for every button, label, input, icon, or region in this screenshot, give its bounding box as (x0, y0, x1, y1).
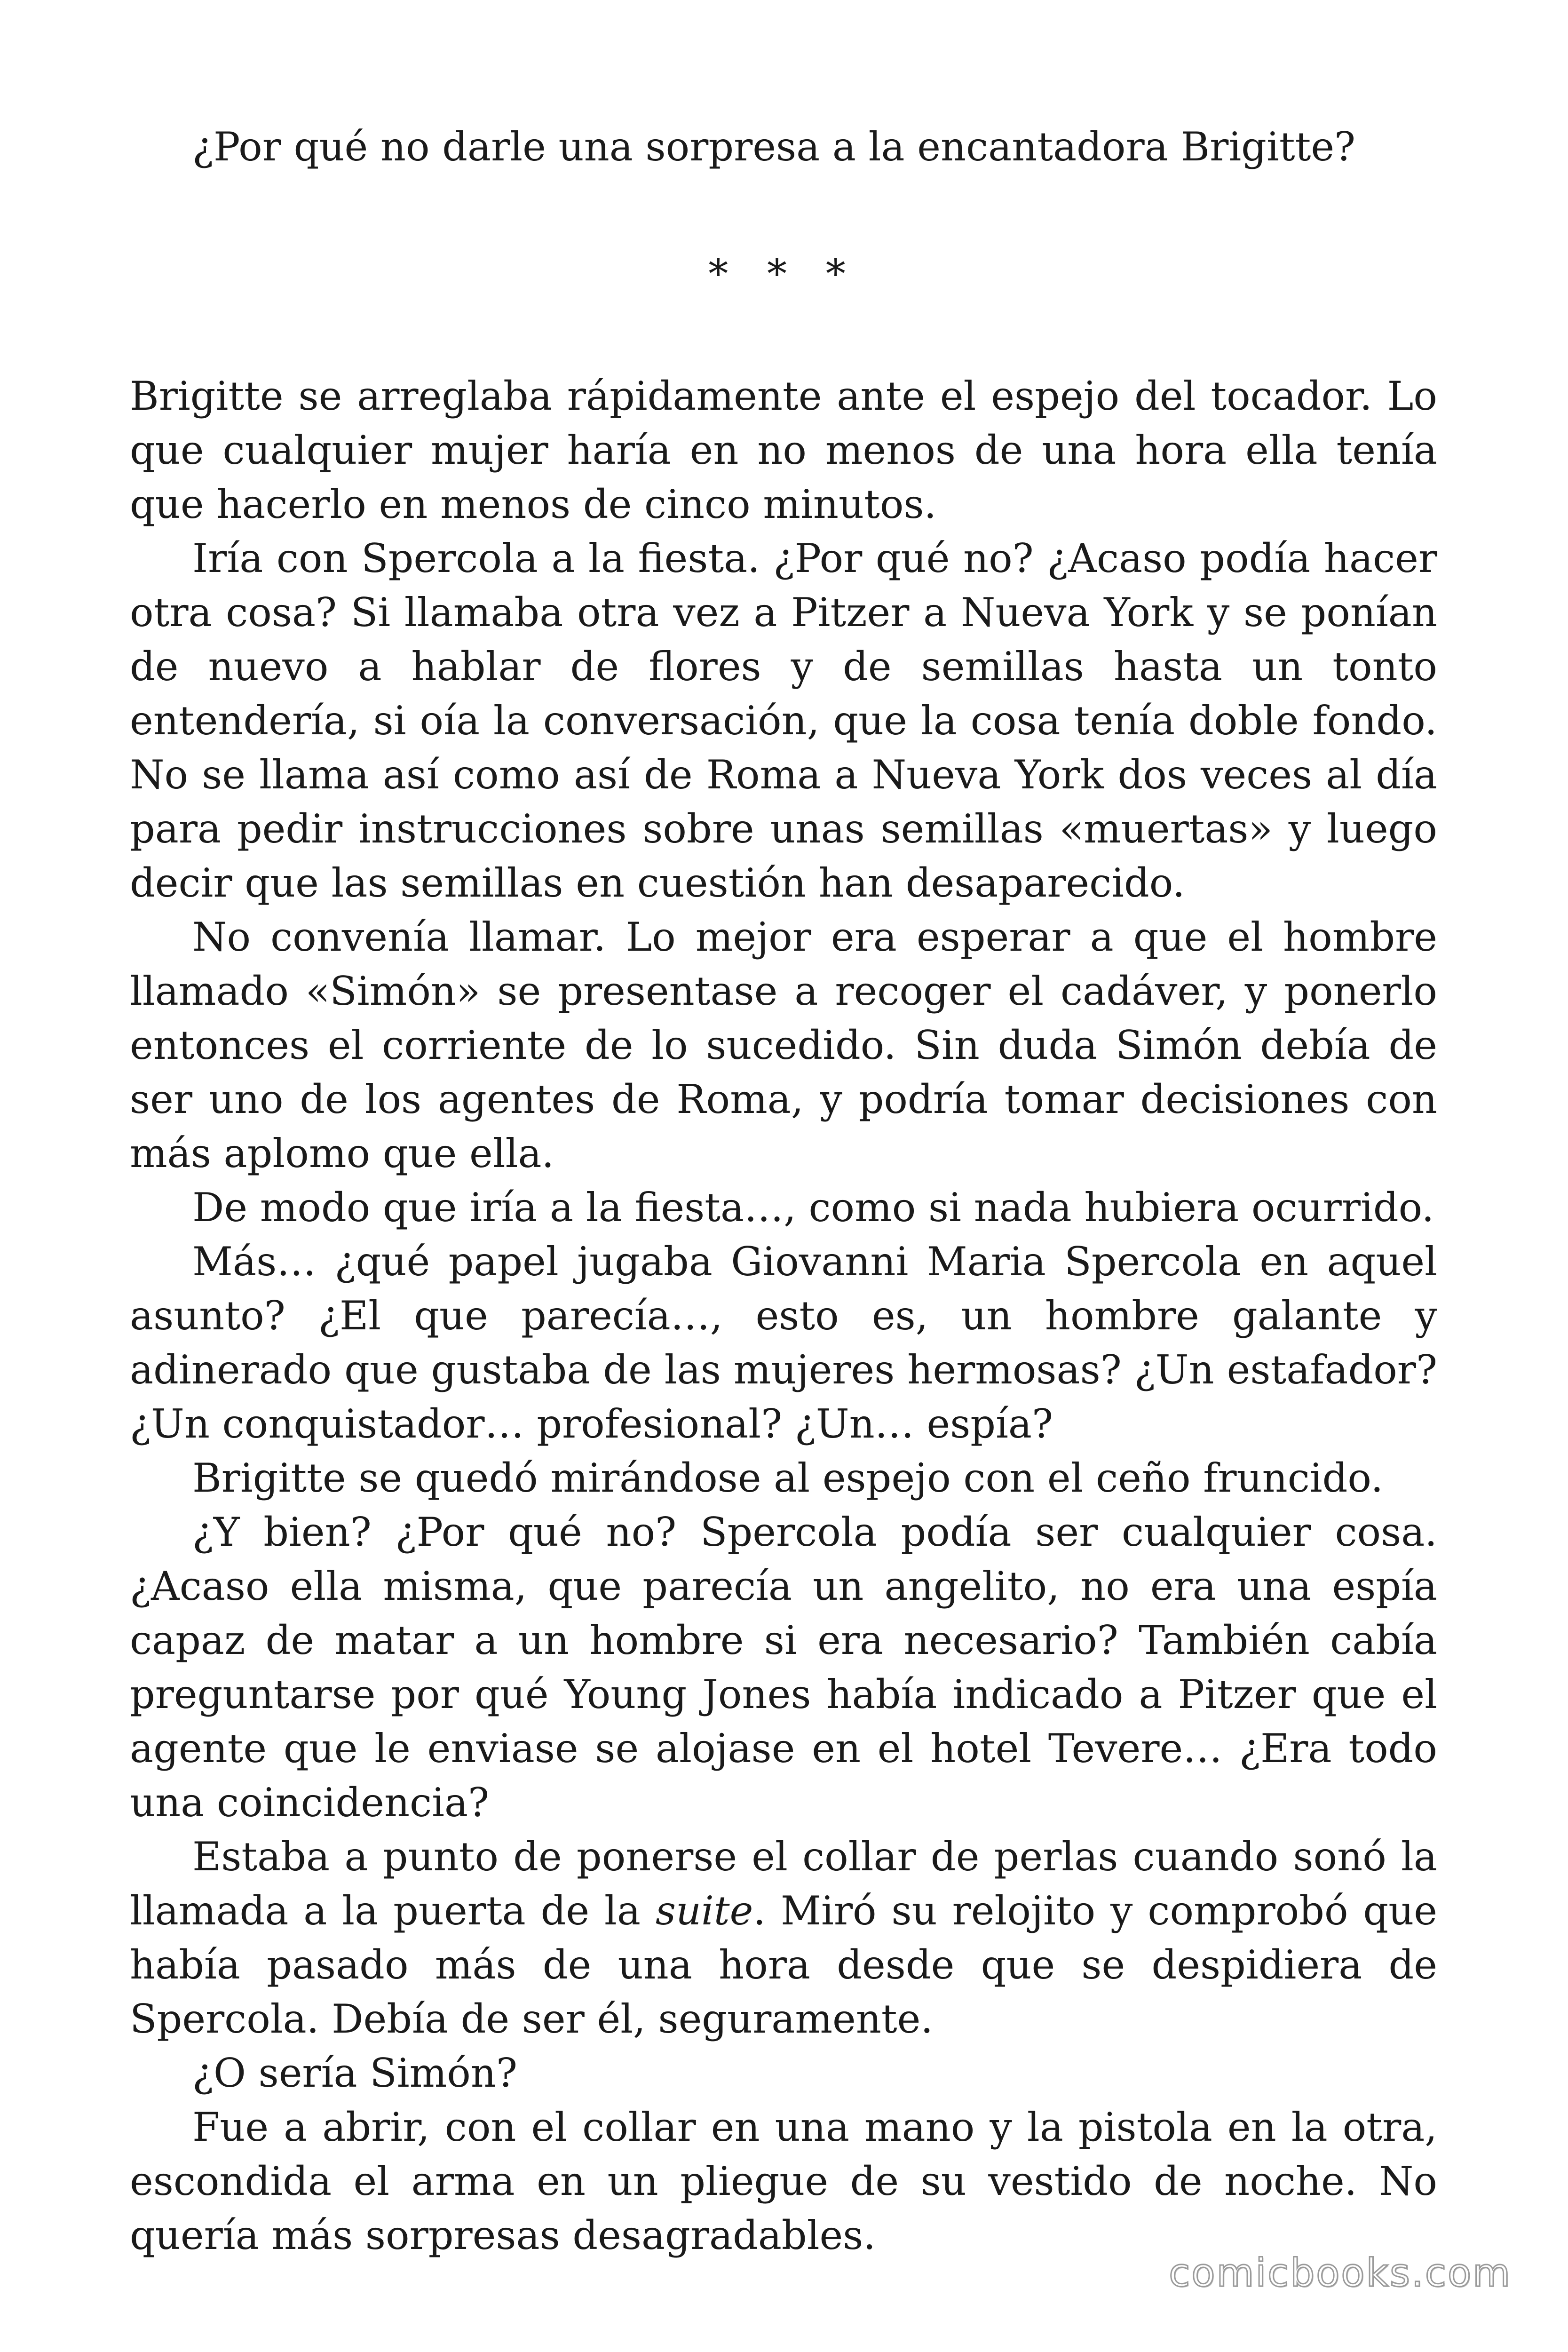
paragraph: Más… ¿qué papel jugaba Giovanni Maria Spercola en aquel asunto? ¿El que parecía…, esto es, un hombre galante y adinerado que gustaba de las mujeres hermosas? ¿Un estafador? ¿Un conquistador… profesional? ¿Un… espía? (130, 1239, 1437, 1447)
paragraph-suite (130, 1830, 1437, 2046)
paragraph-suite-italic: suite (655, 1888, 753, 1934)
paragraph: ¿Y bien? ¿Por qué no? Spercola podía ser cualquier cosa. ¿Acaso ella misma, que parecía un angelito, no era una espía capaz de matar a un hombre si era necesario? También cabía preguntarse por qué Young Jones había indicado a Pitzer que el agente que le enviase se alojase en el hotel Tevere… ¿Era todo una coincidencia? (130, 1509, 1437, 1826)
paragraph: Fue a abrir, con el collar en una mano y la pistola en la otra, escondida el arma en un pliegue de su vestido de noche. No quería más sorpresas desagradables. (130, 2104, 1437, 2258)
opening-paragraph: ¿Por qué no darle una sorpresa a la encantadora Brigitte? (192, 124, 1356, 170)
book-page (130, 120, 1437, 2263)
paragraph: Brigitte se arreglaba rápidamente ante el espejo del tocador. Lo que cualquier mujer haría en no menos de una hora ella tenía que hacerlo en menos de cinco minutos. (130, 373, 1437, 527)
paragraph: De modo que iría a la fiesta…, como si nada hubiera ocurrido. (192, 1184, 1434, 1231)
section-separator: * * * (708, 251, 859, 297)
paragraph: No convenía llamar. Lo mejor era esperar a que el hombre llamado «Simón» se presentase a recoger el cadáver, y ponerlo entonces el corriente de lo sucedido. Sin duda Simón debía de ser uno de los agentes de Roma, y podría tomar decisiones con más aplomo que ella. (130, 914, 1437, 1176)
paragraph: Iría con Spercola a la fiesta. ¿Por qué no? ¿Acaso podía hacer otra cosa? Si llamaba otra vez a Pitzer a Nueva York y se ponían de nuevo a hablar de flores y de semillas hasta un tonto entendería, si oía la conversación, que la cosa tenía doble fondo. No se llama así como así de Roma a Nueva York dos veces al día para pedir instrucciones sobre unas semillas «muertas» y luego decir que las semillas en cuestión han desaparecido. (130, 535, 1437, 906)
paragraph: Brigitte se quedó mirándose al espejo con el ceño fruncido. (192, 1455, 1384, 1501)
paragraph-suite-after: . Miró su relojito y comprobó que había pasado más de una hora desde que se despidiera de Spercola. Debía de ser él, seguramente. (130, 1888, 1437, 2042)
watermark: comicbooks.com (1169, 2251, 1512, 2296)
paragraph-suite-before: Estaba a punto de ponerse el collar de perlas cuando sonó la llamada a la puerta de la (130, 1834, 1437, 1934)
paragraph: ¿O sería Simón? (192, 2050, 517, 2096)
